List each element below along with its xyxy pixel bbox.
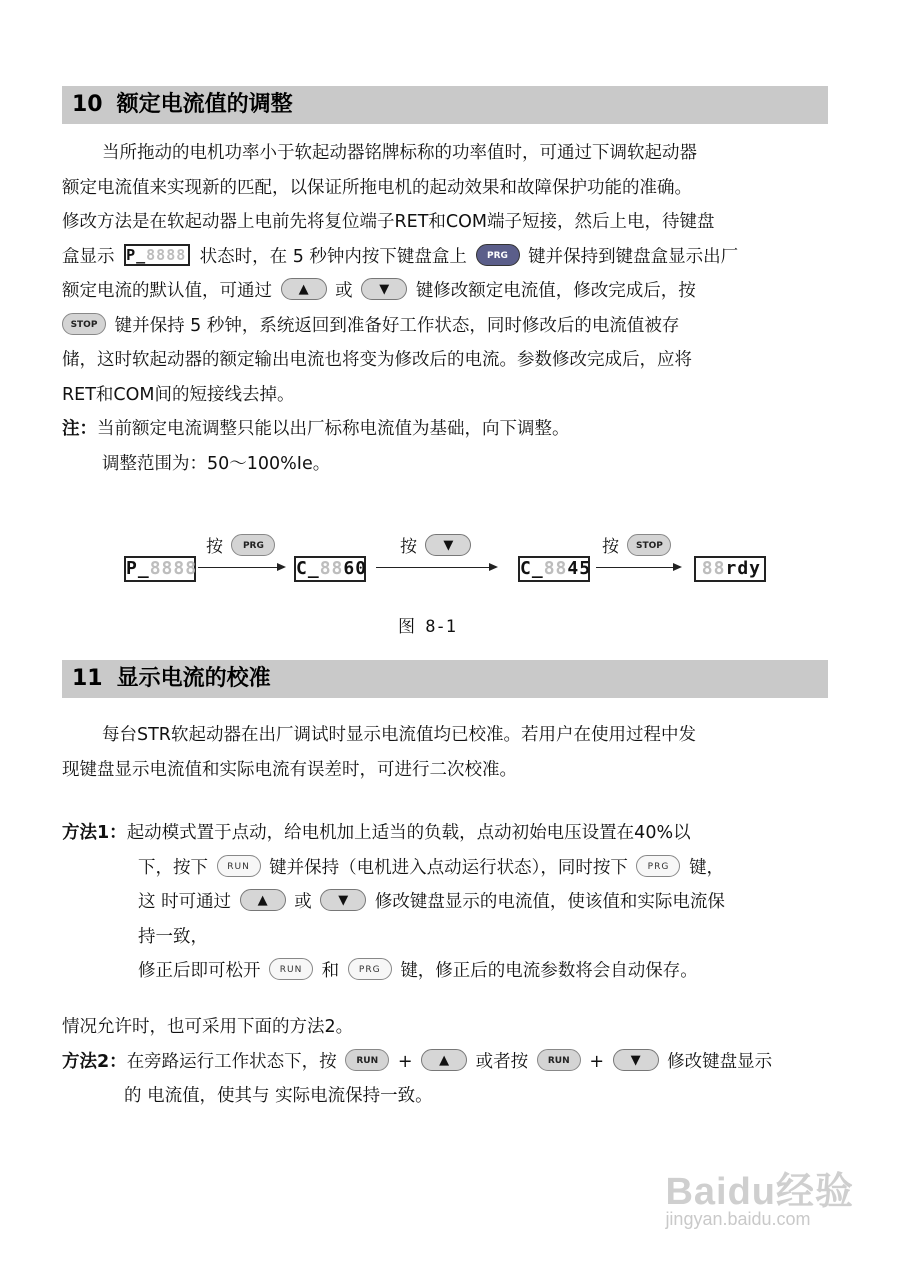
press-text: 按 bbox=[602, 537, 619, 557]
text-fragment: 额定电流的默认值，可通过 bbox=[62, 281, 272, 301]
paragraph-line: 持一致， bbox=[138, 926, 208, 947]
prg-key-icon: PRG bbox=[231, 534, 275, 556]
lcd-display-p bbox=[124, 244, 190, 266]
lcd-lit: rdy bbox=[725, 558, 761, 579]
text-fragment: 状态时，在 5 秒钟内按下键盘盒上 bbox=[199, 246, 467, 267]
paragraph-line: RET和COM间的短接线去掉。 bbox=[62, 384, 295, 405]
paragraph-line: 情况允许时，也可采用下面的方法2。 bbox=[62, 1017, 354, 1037]
prg-key-icon: PRG bbox=[348, 958, 392, 980]
section-10-body bbox=[62, 136, 832, 481]
section-11-header bbox=[62, 660, 828, 698]
paragraph-line bbox=[62, 309, 832, 344]
run-key-icon: RUN bbox=[345, 1049, 389, 1071]
section-10-number: 10 bbox=[72, 92, 103, 117]
paragraph-line bbox=[62, 885, 832, 920]
text-fragment: 或 bbox=[294, 892, 312, 912]
lcd-display-c60 bbox=[294, 556, 366, 582]
lcd-lit: P_ bbox=[126, 245, 147, 264]
down-key-icon: ▼ bbox=[613, 1049, 659, 1071]
lcd-lit: C_ bbox=[520, 558, 544, 579]
lcd-lit: C_ bbox=[296, 558, 320, 579]
paragraph-line: 现键盘显示电流值和实际电流有误差时，可进行二次校准。 bbox=[62, 759, 517, 780]
text-fragment: 键并保持到键盘盒显示出厂 bbox=[528, 246, 739, 267]
lcd-ghost: 8888 bbox=[146, 245, 187, 264]
text-fragment: 起动模式置于点动，给电机加上适当的负载，点动初始电压设置在40%以 bbox=[126, 823, 691, 843]
text-fragment: 键，修正后的电流参数将会自动保存。 bbox=[400, 961, 698, 981]
paragraph-line: 的 电流值，使其与 实际电流保持一致。 bbox=[124, 1086, 433, 1106]
text-fragment: 和 bbox=[321, 961, 340, 981]
paragraph-line bbox=[62, 816, 832, 851]
lcd-ghost: 8888 bbox=[149, 558, 198, 579]
note-line bbox=[62, 412, 832, 447]
watermark-url: jingyan.baidu.com bbox=[665, 1209, 811, 1229]
section-10-header bbox=[62, 86, 828, 124]
lcd-display-rdy bbox=[694, 556, 766, 582]
lcd-ghost: 88 bbox=[701, 558, 726, 579]
stop-key-icon: STOP bbox=[62, 313, 106, 335]
lcd-display-c45 bbox=[518, 556, 590, 582]
range-line: 调整范围为：50～100%Ie。 bbox=[102, 453, 331, 474]
method-1 bbox=[62, 816, 832, 989]
stop-key-icon: STOP bbox=[627, 534, 671, 556]
lcd-lit: P_ bbox=[126, 558, 150, 579]
paragraph-line bbox=[62, 1045, 832, 1080]
prg-key-icon: PRG bbox=[636, 855, 680, 877]
paragraph-line: 储，这时软起动器的额定输出电流也将变为修改后的电流。参数修改完成后，应将 bbox=[62, 350, 692, 370]
figure-caption: 图 8-1 bbox=[398, 617, 456, 637]
paragraph-line: 每台STR软起动器在出厂调试时显示电流值均已校准。若用户在使用过程中发 bbox=[102, 725, 696, 745]
text-fragment: 在旁路运行工作状态下，按 bbox=[126, 1051, 337, 1072]
text-fragment: 下，按下 bbox=[138, 857, 208, 878]
lcd-value: 60 bbox=[343, 558, 368, 579]
prg-key-icon: PRG bbox=[476, 244, 520, 266]
down-key-icon: ▼ bbox=[425, 534, 471, 556]
section-11-title: 显示电流的校准 bbox=[116, 666, 271, 691]
arrow-label bbox=[400, 532, 474, 558]
text-fragment: 或 bbox=[335, 281, 353, 301]
section-11-intro bbox=[62, 718, 832, 787]
text-fragment: 键， bbox=[689, 857, 725, 878]
flow-arrow bbox=[596, 567, 680, 568]
text-fragment: 键并保持（电机进入点动运行状态），同时按下 bbox=[269, 857, 628, 878]
run-key-icon: RUN bbox=[537, 1049, 581, 1071]
paragraph-line bbox=[62, 954, 832, 989]
text-fragment: 修改键盘显示的电流值，使该值和实际电流保 bbox=[374, 892, 725, 912]
note-label: 注： bbox=[62, 419, 97, 439]
plus-sign: + bbox=[589, 1051, 604, 1072]
flow-arrow bbox=[376, 567, 496, 568]
section-10-title: 额定电流值的调整 bbox=[116, 92, 293, 117]
paragraph-line bbox=[62, 851, 832, 886]
text-fragment: 修改键盘显示 bbox=[667, 1051, 773, 1072]
lcd-ghost: 88 bbox=[319, 558, 344, 579]
watermark-logo: Baidu经验 bbox=[665, 1171, 854, 1213]
press-text: 按 bbox=[400, 537, 417, 557]
flow-arrow bbox=[198, 567, 284, 568]
down-key-icon: ▼ bbox=[320, 889, 366, 911]
figure-8-1 bbox=[62, 520, 842, 600]
text-fragment: 修正后即可松开 bbox=[138, 961, 261, 981]
lcd-display-p bbox=[124, 556, 196, 582]
baidu-watermark bbox=[665, 1160, 854, 1230]
paragraph-line: 额定电流值来实现新的匹配，以保证所拖电机的起动效果和故障保护功能的准确。 bbox=[62, 177, 692, 198]
note-text: 当前额定电流调整只能以出厂标称电流值为基础，向下调整。 bbox=[97, 419, 570, 439]
down-key-icon: ▼ bbox=[361, 278, 407, 300]
lcd-value: 45 bbox=[567, 558, 592, 579]
text-fragment: 或者按 bbox=[475, 1051, 529, 1072]
method-2 bbox=[62, 1010, 832, 1114]
up-key-icon: ▲ bbox=[240, 889, 286, 911]
text-fragment: 键修改额定电流值，修改完成后，按 bbox=[415, 281, 696, 301]
paragraph-line: 修改方法是在软起动器上电前先将复位端子RET和COM端子短接，然后上电，待键盘 bbox=[62, 212, 715, 232]
section-11-number: 11 bbox=[72, 666, 103, 691]
press-text: 按 bbox=[206, 537, 223, 557]
text-fragment: 这 时可通过 bbox=[138, 892, 232, 912]
lcd-ghost: 88 bbox=[543, 558, 568, 579]
up-key-icon: ▲ bbox=[421, 1049, 467, 1071]
plus-sign: + bbox=[397, 1051, 413, 1072]
run-key-icon: RUN bbox=[217, 855, 261, 877]
paragraph-line bbox=[62, 240, 832, 275]
paragraph-line: 当所拖动的电机功率小于软起动器铭牌标称的功率值时，可通过下调软起动器 bbox=[102, 143, 697, 163]
up-key-icon: ▲ bbox=[281, 278, 327, 300]
arrow-label bbox=[602, 532, 674, 558]
arrow-label bbox=[206, 532, 278, 558]
text-fragment: 盒显示 bbox=[62, 246, 115, 267]
method-1-label: 方法1： bbox=[62, 823, 127, 843]
text-fragment: 键并保持 5 秒钟，系统返回到准备好工作状态，同时修改后的电流值被存 bbox=[114, 315, 680, 336]
run-key-icon: RUN bbox=[269, 958, 313, 980]
method-2-label: 方法2： bbox=[62, 1051, 127, 1072]
paragraph-line bbox=[62, 274, 832, 309]
